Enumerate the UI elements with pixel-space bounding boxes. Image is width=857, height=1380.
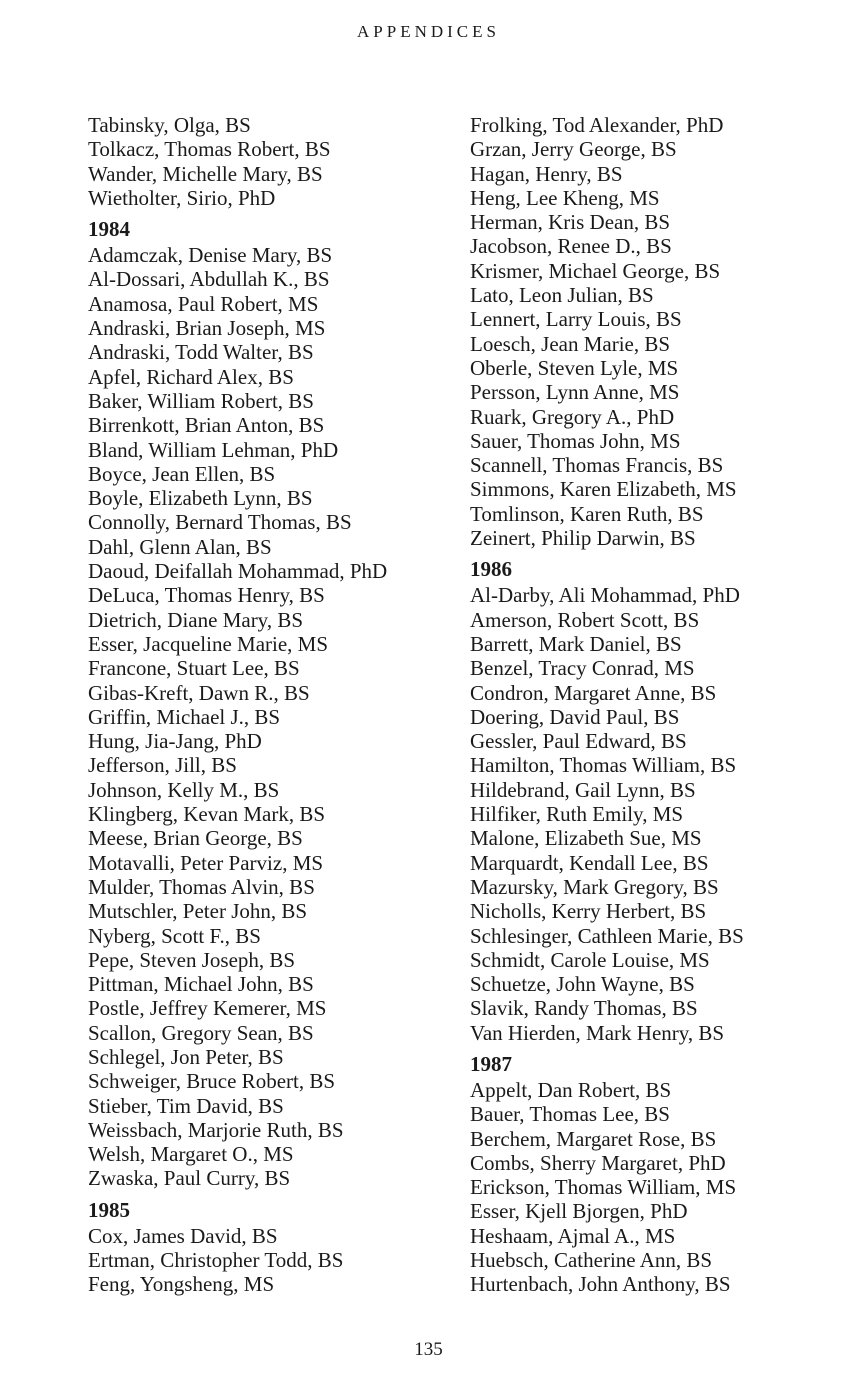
- graduate-entry: Zwaska, Paul Curry, BS: [88, 1166, 291, 1191]
- graduate-entry: Zeinert, Philip Darwin, BS: [470, 526, 696, 551]
- graduate-entry: Bland, William Lehman, PhD: [88, 437, 339, 462]
- graduate-entry: Frolking, Tod Alexander, PhD: [470, 113, 724, 137]
- graduate-entry: Doering, David Paul, BS: [470, 704, 680, 729]
- graduate-entry: Lennert, Larry Louis, BS: [470, 307, 682, 332]
- graduate-entry: Marquardt, Kendall Lee, BS: [470, 850, 709, 875]
- graduate-entry: Esser, Kjell Bjorgen, PhD: [470, 1199, 688, 1224]
- graduate-entry: Andraski, Todd Walter, BS: [88, 340, 314, 365]
- graduate-entry: Appelt, Dan Robert, BS: [470, 1077, 672, 1102]
- graduate-entry: Postle, Jeffrey Kemerer, MS: [88, 996, 327, 1021]
- year-heading: 1986: [470, 557, 512, 582]
- graduate-entry: Erickson, Thomas William, MS: [470, 1175, 737, 1200]
- graduate-entry: Loesch, Jean Marie, BS: [470, 331, 671, 356]
- graduate-entry: Hilfiker, Ruth Emily, MS: [470, 802, 684, 827]
- graduate-entry: Heshaam, Ajmal A., MS: [470, 1223, 676, 1248]
- running-head: APPENDICES: [357, 22, 500, 41]
- graduate-entry: Sauer, Thomas John, MS: [470, 428, 681, 453]
- graduate-entry: Wander, Michelle Mary, BS: [88, 161, 323, 186]
- graduate-entry: Hildebrand, Gail Lynn, BS: [470, 777, 696, 802]
- graduate-entry: Ertman, Christopher Todd, BS: [88, 1248, 344, 1273]
- graduate-entry: Gessler, Paul Edward, BS: [470, 729, 687, 754]
- graduate-entry: Gibas-Kreft, Dawn R., BS: [88, 680, 310, 705]
- graduate-entry: Simmons, Karen Elizabeth, MS: [470, 477, 737, 502]
- graduate-entry: Connolly, Bernard Thomas, BS: [88, 510, 352, 535]
- graduate-entry: Dahl, Glenn Alan, BS: [88, 534, 272, 559]
- year-heading: 1984: [88, 217, 130, 242]
- graduate-entry: Weissbach, Marjorie Ruth, BS: [88, 1117, 344, 1142]
- graduate-entry: Heng, Lee Kheng, MS: [470, 185, 660, 210]
- graduate-entry: Ruark, Gregory A., PhD: [470, 404, 675, 429]
- graduate-entry: Stieber, Tim David, BS: [88, 1093, 284, 1118]
- graduate-entry: Condron, Margaret Anne, BS: [470, 680, 717, 705]
- graduate-entry: Hurtenbach, John Anthony, BS: [470, 1272, 731, 1297]
- graduate-entry: Van Hierden, Mark Henry, BS: [470, 1020, 725, 1045]
- graduate-entry: Tomlinson, Karen Ruth, BS: [470, 501, 704, 526]
- graduate-entry: Griffin, Michael J., BS: [88, 704, 281, 729]
- graduate-entry: Scannell, Thomas Francis, BS: [470, 453, 724, 478]
- graduate-entry: Schuetze, John Wayne, BS: [470, 972, 695, 997]
- graduate-entry: Huebsch, Catherine Ann, BS: [470, 1248, 713, 1273]
- graduate-entry: Nyberg, Scott F., BS: [88, 923, 261, 948]
- graduate-entry: Klingberg, Kevan Mark, BS: [88, 802, 325, 827]
- graduate-entry: Anamosa, Paul Robert, MS: [88, 291, 319, 316]
- graduate-entry: Jefferson, Jill, BS: [88, 753, 237, 778]
- graduate-entry: Nicholls, Kerry Herbert, BS: [470, 899, 707, 924]
- graduate-entry: Al-Darby, Ali Mohammad, PhD: [470, 583, 740, 608]
- page-number: 135: [414, 1339, 443, 1360]
- graduate-entry: Dietrich, Diane Mary, BS: [88, 607, 304, 632]
- graduate-entry: Malone, Elizabeth Sue, MS: [470, 826, 702, 851]
- graduate-entry: Schlegel, Jon Peter, BS: [88, 1044, 284, 1069]
- graduate-entry: Krismer, Michael George, BS: [470, 258, 721, 283]
- graduate-entry: Tabinsky, Olga, BS: [88, 113, 251, 137]
- graduate-entry: Lato, Leon Julian, BS: [470, 283, 654, 308]
- graduate-entry: Hamilton, Thomas William, BS: [470, 753, 737, 778]
- graduate-entry: Esser, Jacqueline Marie, MS: [88, 631, 329, 656]
- graduate-entry: Boyce, Jean Ellen, BS: [88, 461, 276, 486]
- graduate-entry: Grzan, Jerry George, BS: [470, 137, 677, 162]
- graduate-entry: Hagan, Henry, BS: [470, 161, 623, 186]
- graduate-entry: Apfel, Richard Alex, BS: [88, 364, 294, 389]
- graduate-entry: Pittman, Michael John, BS: [88, 972, 314, 997]
- graduate-entry: Boyle, Elizabeth Lynn, BS: [88, 486, 313, 511]
- graduate-entry: Schweiger, Bruce Robert, BS: [88, 1069, 336, 1094]
- graduate-entry: Daoud, Deifallah Mohammad, PhD: [88, 559, 388, 584]
- graduate-entry: Scallon, Gregory Sean, BS: [88, 1020, 314, 1045]
- graduate-entry: Cox, James David, BS: [88, 1223, 278, 1248]
- graduate-entry: DeLuca, Thomas Henry, BS: [88, 583, 325, 608]
- graduate-entry: Amerson, Robert Scott, BS: [470, 607, 700, 632]
- graduate-entry: Welsh, Margaret O., MS: [88, 1142, 294, 1167]
- graduate-entry: Francone, Stuart Lee, BS: [88, 656, 300, 681]
- graduate-entry: Meese, Brian George, BS: [88, 826, 303, 851]
- graduate-entry: Herman, Kris Dean, BS: [470, 210, 671, 235]
- graduate-entry: Barrett, Mark Daniel, BS: [470, 631, 682, 656]
- graduate-entry: Hung, Jia-Jang, PhD: [88, 729, 262, 754]
- graduate-entry: Andraski, Brian Joseph, MS: [88, 316, 326, 341]
- graduate-entry: Oberle, Steven Lyle, MS: [470, 355, 679, 380]
- left-column: [88, 113, 458, 1297]
- graduate-entry: Bauer, Thomas Lee, BS: [470, 1102, 670, 1127]
- graduate-entry: Jacobson, Renee D., BS: [470, 234, 672, 259]
- year-heading: 1985: [88, 1197, 130, 1222]
- graduate-entry: Combs, Sherry Margaret, PhD: [470, 1150, 726, 1175]
- graduate-entry: Wietholter, Sirio, PhD: [88, 185, 276, 210]
- graduate-entry: Johnson, Kelly M., BS: [88, 777, 280, 802]
- graduate-entry: Berchem, Margaret Rose, BS: [470, 1126, 717, 1151]
- graduate-entry: Schmidt, Carole Louise, MS: [470, 947, 710, 972]
- graduate-entry: Benzel, Tracy Conrad, MS: [470, 656, 695, 681]
- graduate-entry: Al-Dossari, Abdullah K., BS: [88, 267, 330, 292]
- year-heading: 1987: [470, 1051, 512, 1076]
- right-column: [470, 113, 840, 1297]
- graduate-entry: Persson, Lynn Anne, MS: [470, 380, 680, 405]
- graduate-entry: Birrenkott, Brian Anton, BS: [88, 413, 325, 438]
- graduate-entry: Mulder, Thomas Alvin, BS: [88, 874, 315, 899]
- graduate-entry: Adamczak, Denise Mary, BS: [88, 243, 333, 268]
- graduate-entry: Schlesinger, Cathleen Marie, BS: [470, 923, 744, 948]
- graduate-entry: Mazursky, Mark Gregory, BS: [470, 874, 719, 899]
- graduate-entry: Tolkacz, Thomas Robert, BS: [88, 137, 331, 162]
- graduate-entry: Slavik, Randy Thomas, BS: [470, 996, 698, 1021]
- graduate-entry: Motavalli, Peter Parviz, MS: [88, 850, 324, 875]
- graduate-entry: Feng, Yongsheng, MS: [88, 1272, 275, 1297]
- graduate-entry: Baker, William Robert, BS: [88, 388, 314, 413]
- graduate-entry: Pepe, Steven Joseph, BS: [88, 947, 296, 972]
- graduate-entry: Mutschler, Peter John, BS: [88, 899, 308, 924]
